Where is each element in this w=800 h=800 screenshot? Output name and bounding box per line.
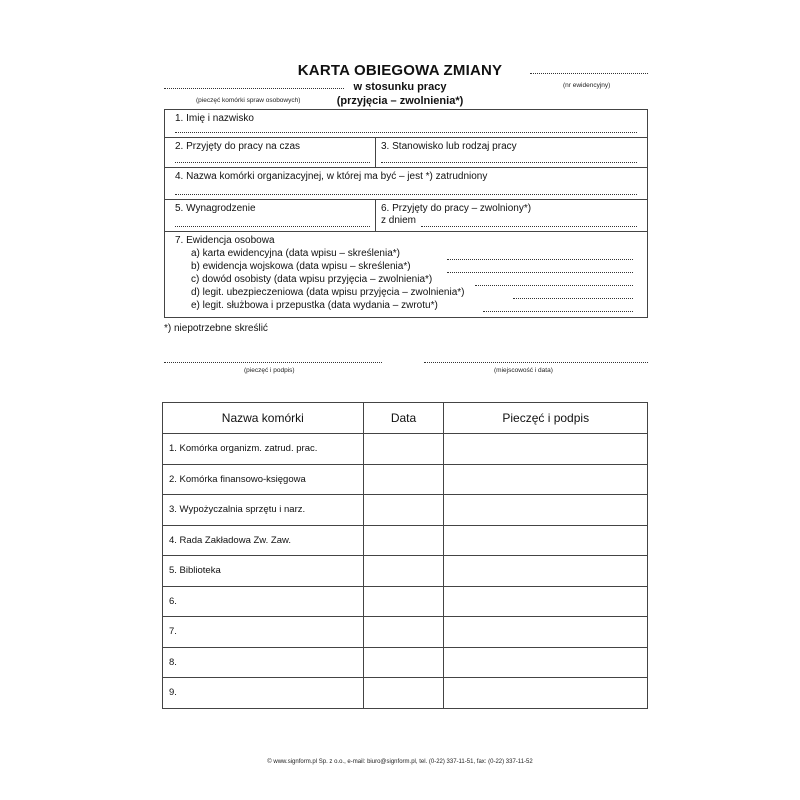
table-row	[163, 617, 648, 648]
salary-field[interactable]	[175, 226, 370, 227]
personnel-records-label: 7. Ewidencja osobowa	[175, 235, 275, 246]
unit-cell: 1. Komórka organizm. zatrud. prac.	[163, 434, 364, 465]
records-item-a-field[interactable]	[447, 259, 633, 260]
records-item-d-field[interactable]	[513, 298, 633, 299]
unit-cell: 2. Komórka finansowo-księgowa	[163, 464, 364, 495]
unit-cell[interactable]: 8.	[163, 647, 364, 678]
hire-dismissal-date-label: z dniem	[381, 215, 417, 226]
unit-cell[interactable]: 9.	[163, 678, 364, 709]
stamp-signature-caption: (pieczęć i podpis)	[244, 367, 295, 374]
employment-period-field[interactable]	[175, 162, 370, 163]
document-subtitle-2: (przyjęcia – zwolnienia*)	[336, 95, 464, 107]
records-item-e: e) legit. służbowa i przepustka (data wydania – zwrotu*)	[191, 300, 438, 311]
table-row	[163, 525, 648, 556]
name-field[interactable]	[175, 132, 637, 133]
signature-cell[interactable]	[444, 525, 648, 556]
column-header-stamp-signature: Pieczęć i podpis	[444, 403, 648, 434]
date-cell[interactable]	[363, 464, 444, 495]
column-header-date: Data	[363, 403, 444, 434]
signature-cell[interactable]	[444, 647, 648, 678]
unit-name-label: 4. Nazwa komórki organizacyjnej, w której ma być – jest *) zatrudniony	[175, 171, 488, 182]
table-row	[163, 556, 648, 587]
employment-period-label: 2. Przyjęty do pracy na czas	[175, 141, 301, 152]
date-cell[interactable]	[363, 525, 444, 556]
stamp-signature-line[interactable]	[164, 362, 382, 363]
document-subtitle: w stosunku pracy	[353, 81, 447, 93]
publisher-footer: © www.signform.pl Sp. z o.o., e-mail: biuro@signform.pl, tel. (0-22) 337-11-51, fax: (0-22) 337-11-52	[267, 759, 533, 765]
records-item-c-field[interactable]	[475, 285, 633, 286]
position-label: 3. Stanowisko lub rodzaj pracy	[381, 141, 517, 152]
date-cell[interactable]	[363, 495, 444, 526]
table-row	[163, 647, 648, 678]
records-item-b: b) ewidencja wojskowa (data wpisu – skreślenia*)	[191, 261, 411, 272]
signature-cell[interactable]	[444, 678, 648, 709]
signature-cell[interactable]	[444, 434, 648, 465]
unit-cell[interactable]: 7.	[163, 617, 364, 648]
signature-cell[interactable]	[444, 586, 648, 617]
signature-cell[interactable]	[444, 464, 648, 495]
column-header-unit: Nazwa komórki	[163, 403, 364, 434]
unit-cell: 3. Wypożyczalnia sprzętu i narz.	[163, 495, 364, 526]
date-cell[interactable]	[363, 434, 444, 465]
date-cell[interactable]	[363, 556, 444, 587]
routing-table	[162, 402, 648, 709]
records-item-e-field[interactable]	[483, 311, 633, 312]
stamp-line[interactable]	[164, 88, 344, 89]
hire-dismissal-date-field[interactable]	[421, 226, 637, 227]
unit-cell[interactable]: 6.	[163, 586, 364, 617]
records-item-a: a) karta ewidencyjna (data wpisu – skreślenia*)	[191, 248, 400, 259]
salary-label: 5. Wynagrodzenie	[175, 203, 256, 214]
stamp-caption: (pieczęć komórki spraw osobowych)	[196, 97, 301, 104]
records-item-c: c) dowód osobisty (data wpisu przyjęcia – zwolnienia*)	[191, 274, 433, 285]
date-cell[interactable]	[363, 647, 444, 678]
table-row	[163, 495, 648, 526]
unit-cell: 5. Biblioteka	[163, 556, 364, 587]
table-row	[163, 586, 648, 617]
signature-cell[interactable]	[444, 617, 648, 648]
unit-cell: 4. Rada Zakładowa Zw. Zaw.	[163, 525, 364, 556]
table-header-row	[163, 403, 648, 434]
table-row	[163, 678, 648, 709]
document-title: KARTA OBIEGOWA ZMIANY	[297, 62, 503, 79]
date-cell[interactable]	[363, 678, 444, 709]
record-number-line[interactable]	[530, 73, 648, 74]
signature-cell[interactable]	[444, 556, 648, 587]
record-number-caption: (nr ewidencyjny)	[563, 82, 611, 89]
unit-name-field[interactable]	[175, 194, 637, 195]
place-date-caption: (miejscowość i data)	[494, 367, 553, 374]
signature-cell[interactable]	[444, 495, 648, 526]
name-label: 1. Imię i nazwisko	[175, 113, 254, 124]
date-cell[interactable]	[363, 586, 444, 617]
records-item-b-field[interactable]	[447, 272, 633, 273]
form-box	[164, 109, 648, 318]
records-item-d: d) legit. ubezpieczeniowa (data wpisu przyjęcia – zwolnienia*)	[191, 287, 465, 298]
place-date-line[interactable]	[424, 362, 648, 363]
table-row	[163, 464, 648, 495]
date-cell[interactable]	[363, 617, 444, 648]
table-row	[163, 434, 648, 465]
hire-dismissal-label: 6. Przyjęty do pracy – zwolniony*)	[381, 203, 532, 214]
position-field[interactable]	[381, 162, 637, 163]
footnote: *) niepotrzebne skreślić	[164, 323, 268, 334]
